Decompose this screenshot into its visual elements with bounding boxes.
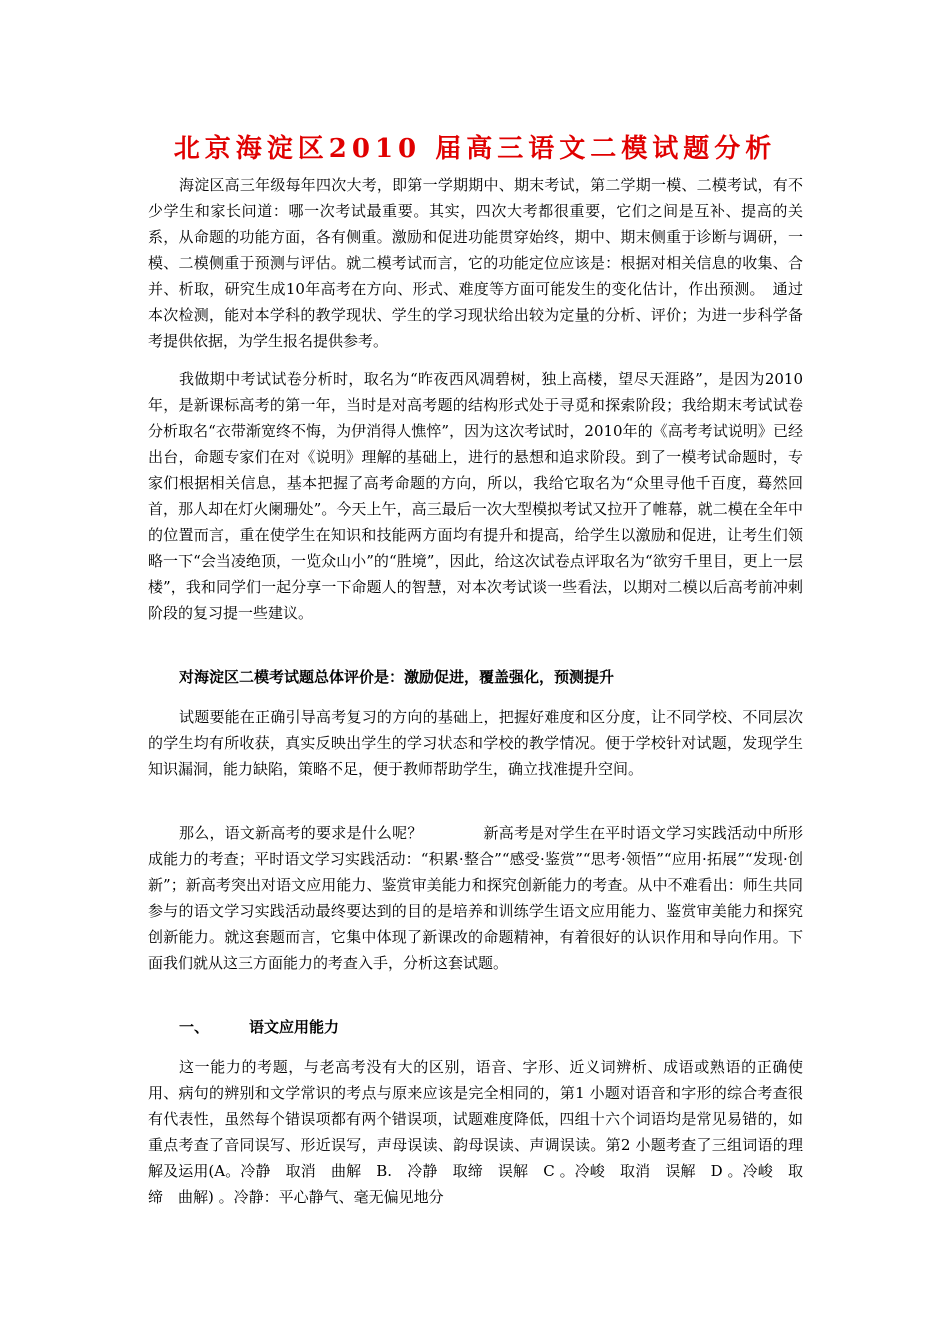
intro-paragraph: 海淀区高三年级每年四次大考，即第一学期期中、期末考试，第二学期一模、二模考试，有不少学生和家长问道：哪一次考试最重要。其实，四次大考都很重要，它们之间是互补、提高的关系，从命题的功能方面，各有侧重。激励和促进功能贯穿始终，期中、期末侧重于诊断与调研，一模、二模侧重于预测与评估。就二模考试而言，它的功能定位应该是：根据对相关信息的收集、合并、析取，研究生成10年高考在方向、形式、难度等方面可能发生的变化估计，作出预测。 通过本次检测，能对本学科的教学现状、学生的学习现状给出较为定量的分析、评价；为进一步科学备考提供依据，为学生报名提供参考。 bbox=[148, 176, 803, 350]
exam-naming-paragraph: 我做期中考试试卷分析时，取名为“昨夜西风凋碧树，独上高楼，望尽天涯路”，是因为2010年，是新课标高考的第一年，当时是对高考题的结构形式处于寻觅和探索阶段；我给期末考试试卷分析取名“衣带渐宽终不悔，为伊消得人憔悴”，因为这次考试时，2010年的《高考考试说明》已经出台，命题专家们在对《说明》理解的基础上，进行的悬想和追求阶段。到了一模考试命题时，专家们根据相关信息，基本把握了高考命题的方向，所以，我给它取名为“众里寻他千百度，蓦然回首，那人却在灯火阑珊处”。今天上午，高三最后一次大型模拟考试又拉开了帷幕，就二模在全年中的位置而言，重在使学生在知识和技能两方面均有提升和提高，给学生以激励和促进，让考生们领略一下“会当凌绝顶，一览众山小”的“胜境”，因此，给这次试卷点评取名为“欲穷千里目，更上一层楼”，我和同学们一起分享一下命题人的智慧，对本次考试谈一些看法，以期对二模以后高考前冲刺阶段的复习提一些建议。 bbox=[148, 370, 803, 622]
section-heading-1 bbox=[179, 1014, 339, 1040]
requirements-paragraph: 那么，语文新高考的要求是什么呢？ 新高考是对学生在平时语文学习实践活动中所形成能力的考查；平时语文学习实践活动：“积累·整合”“感受·鉴赏”“思考·领悟”“应用·拓展”“发现·创新”；新高考突出对语文应用能力、鉴赏审美能力和探究创新能力的考查。从中不难看出：师生共同参与的语文学习实践活动最终要达到的目的是培养和训练学生语文应用能力、鉴赏审美能力和探究创新能力。就这套题而言，它集中体现了新课改的命题精神，有着很好的认识作用和导向作用。下面我们就从这三方面能力的考查入手，分析这套试题。 bbox=[148, 824, 803, 972]
language-ability-paragraph: 这一能力的考题，与老高考没有大的区别，语音、字形、近义词辨析、成语或熟语的正确使用、病句的辨别和文学常识的考点与原来应该是完全相同的，第1 小题对语音和字形的综合考查很有代表性，虽然每个错误项都有两个错误项，试题难度降低，四组十六个词语均是常见易错的，如重点考查了音同误写、形近误写，声母误读、韵母误读、声调误读。第2 小题考查了三组词语的理解及运用(A。冷静 取消 曲解 B. 冷静 取缔 误解 C 。冷峻 取消 误解 D 。冷峻 取缔 曲解) 。冷静：平心静气、毫无偏见地分 bbox=[148, 1058, 803, 1206]
document-title: 北京海淀区2010 届高三语文二模试题分析 bbox=[173, 134, 777, 164]
section-label: 语文应用能力 bbox=[249, 1018, 340, 1036]
section-number: 一、 bbox=[179, 1018, 210, 1036]
evaluation-paragraph: 试题要能在正确引导高考复习的方向的基础上，把握好难度和区分度，让不同学校、不同层次的学生均有所收获，真实反映出学生的学习状态和学校的教学情况。便于学校针对试题，发现学生知识漏洞，能力缺陷，策略不足，便于教师帮助学生，确立找准提升空间。 bbox=[148, 708, 803, 778]
summary-heading: 对海淀区二模考试题总体评价是：激励促进，覆盖强化，预测提升 bbox=[179, 668, 615, 686]
